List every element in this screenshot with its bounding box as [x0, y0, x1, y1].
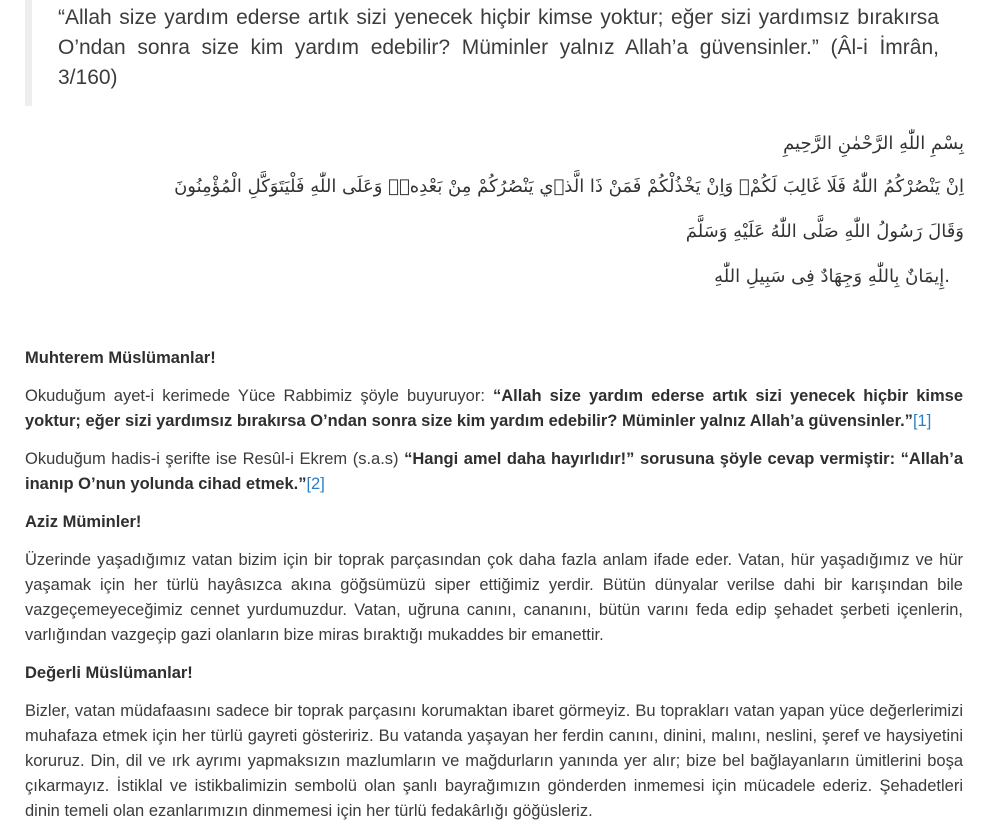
- footnote-link-1[interactable]: [1]: [912, 412, 932, 430]
- arabic-basmala: بِسْمِ اللّٰهِ الرَّحْمٰنِ الرَّحِيمِ: [783, 133, 964, 154]
- arabic-ayah: اِنْ يَنْصُرْكُمُ اللّٰهُ فَلَا غَالِبَ لَكُمْۚ وَاِنْ يَخْذُلْكُمْ فَمَنْ ذَا الَّذٖي يَنْصُرُكُمْ مِنْ بَعْدِهٖۜ وَعَلَى اللّٰهِ فَلْيَتَوَكَّلِ الْمُؤْمِنُونَ: [174, 176, 964, 197]
- sermon-body: [25, 346, 963, 837]
- paragraph-vatan: Üzerinde yaşadığımız vatan bizim için bir toprak parçasından çok daha fazla anlam ifade eder. Vatan, hür yaşadığımız ve hür yaşamak için her türlü hayâsızca akına göğsümüzü siper ettiğimiz yerdir. Bütün dünyalar verilse dahi bir karışından bile vazgeçemeyeceğimiz cennet yurdumuzdur. Vatan, uğruna canını, cananını, bütün varını feda edip şehadet şerbeti içenlerin, varlığından vazgeçip gazi olanların bize miras bıraktığı mukaddes bir emanettir.: [25, 551, 963, 644]
- ayah-blockquote: “Allah size yardım ederse artık sizi yenecek hiçbir kimse yoktur; eğer sizi yardımsız bırakırsa O’ndan sonra size kim yardım edebilir? Müminler yalnız Allah’a güvensinler.” (Âl-i İmrân, 3/160): [25, 0, 939, 106]
- arabic-hadith-intro: وَقَالَ رَسُولُ اللّٰهِ صَلَّى اللّٰهُ عَلَيْهِ وَسَلَّمَ: [685, 221, 964, 242]
- paragraph-lead: Okuduğum hadis-i şerifte ise Resûl-i Ekrem (s.a.s): [25, 450, 405, 468]
- paragraph-hadith-reference: [25, 447, 963, 497]
- heading-muhterem: Muhterem Müslümanlar!: [25, 349, 216, 367]
- heading-aziz: Aziz Müminler!: [25, 513, 142, 531]
- paragraph-lead: Okuduğum ayet-i kerimede Yüce Rabbimiz şöyle buyuruyor:: [25, 387, 494, 405]
- paragraph-mudafaa: Bizler, vatan müdafaasını sadece bir toprak parçasını korumaktan ibaret görmeyiz. Bu toprakları vatan yapan yüce değerlerimizi muhafaza etmek için her türlü gayreti gösteririz. Bu vatanda yaşayan her ferdin canını, dinini, malını, neslini, şeref ve haysiyetini koruruz. Din, dil ve ırk ayrımı yapmaksızın mazlumların ve mağdurların yanında yer alır; bize bel bağlayanların ümitlerini boşa çıkarmayız. İstiklal ve istikbalimizin sembolü olan şanlı bayrağımızın gönderden inmemesi için mücadele ederiz. Şehadetleri dinin temeli olan ezanlarımızın dinmemesi için her türlü fedakârlığı göğüsleriz.: [25, 702, 963, 820]
- hadith-translation-bold: “Hangi amel daha hayırlıdır!” sorusuna şöyle cevap vermiştir: “Allah’a inanıp O’nun yolunda cihad etmek.”: [25, 450, 964, 493]
- arabic-hadith: .إِيمَانٌ بِاللّٰهِ وَجِهَادٌ فِى سَبِيلِ اللّٰهِ: [714, 266, 950, 287]
- heading-degerli: Değerli Müslümanlar!: [25, 664, 193, 682]
- ayah-translation-bold: “Allah size yardım ederse artık sizi yenecek hiçbir kimse yoktur; eğer sizi yardımsız bırakırsa O’ndan sonra size kim yardım edebilir? Müminler yalnız Allah’a güvensinler.”: [25, 387, 964, 430]
- footnote-link-2[interactable]: [2]: [306, 475, 325, 493]
- paragraph-ayah-reference: [25, 384, 963, 434]
